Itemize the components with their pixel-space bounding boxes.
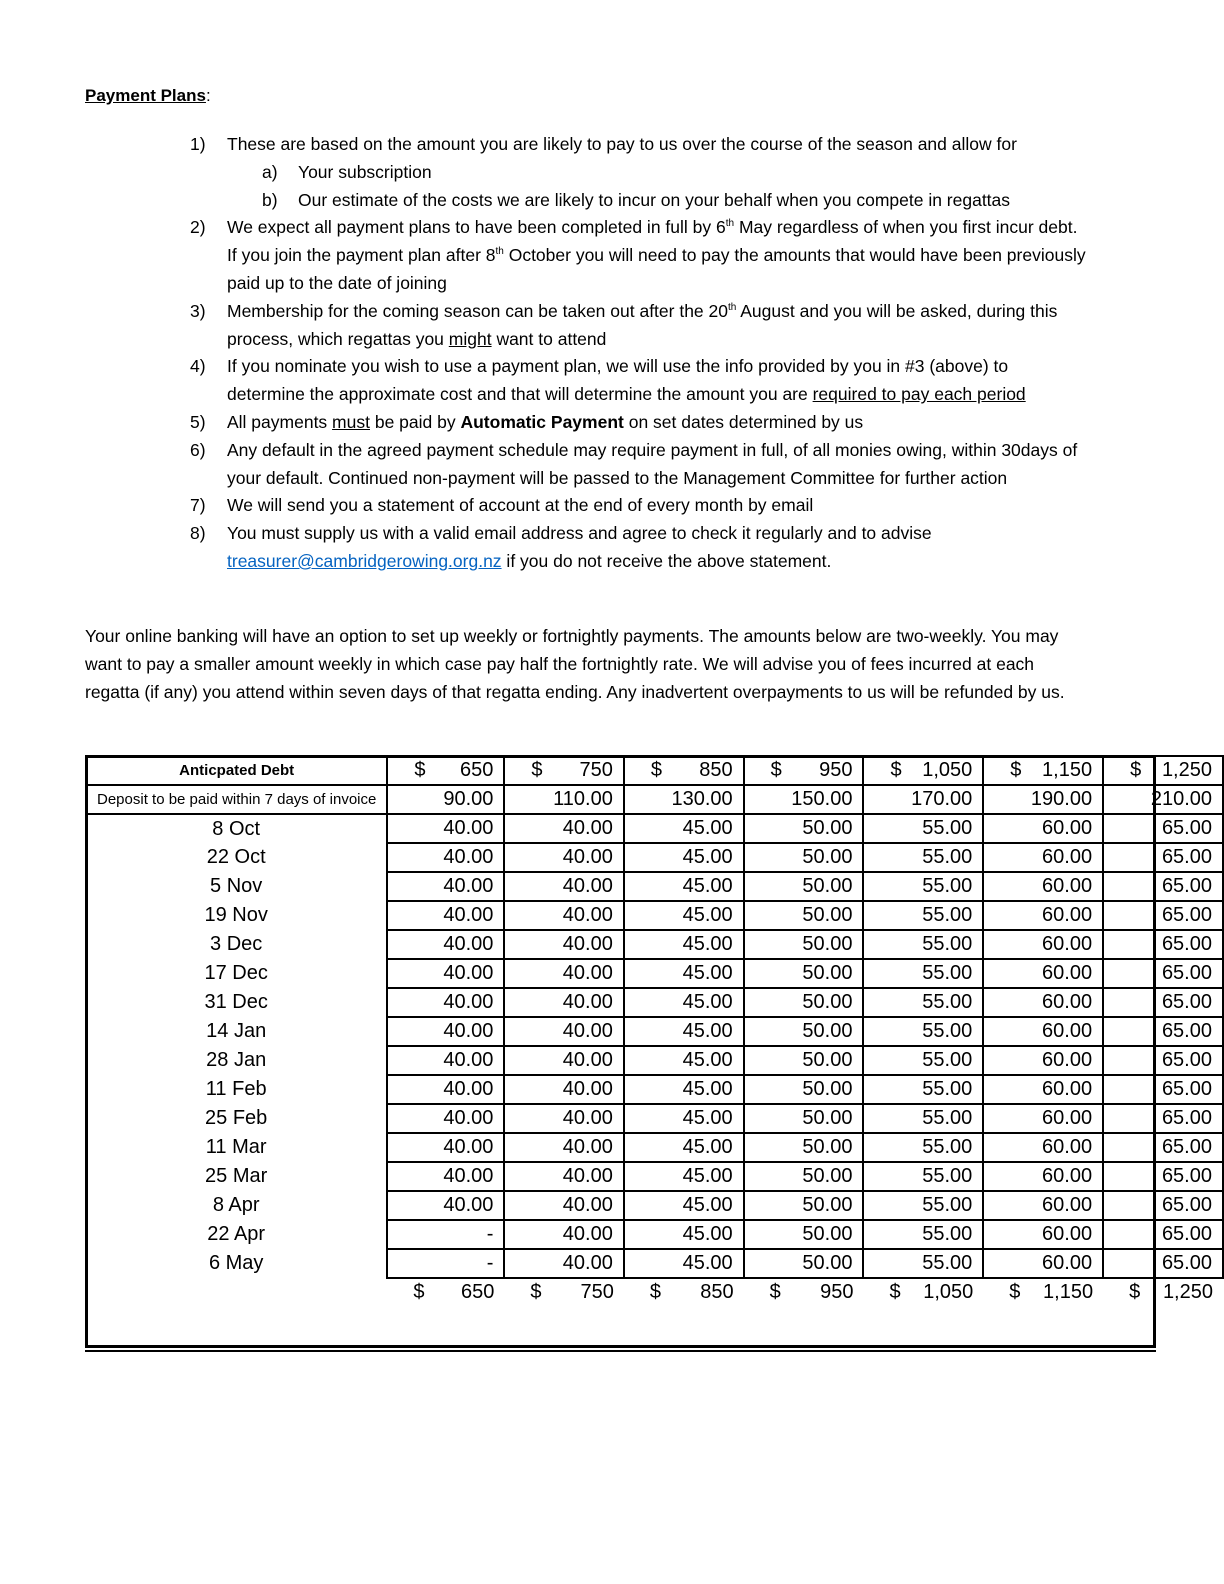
payment-amount-cell: 40.00 <box>504 988 623 1017</box>
payment-amount-cell: 65.00 <box>1103 930 1223 959</box>
payment-date: 28 Jan <box>86 1046 387 1075</box>
payment-amount-cell: 45.00 <box>624 814 744 843</box>
payment-amount-cell: 55.00 <box>863 901 983 930</box>
currency-symbol: $ <box>770 759 782 781</box>
list-item-1a: a) Your subscription <box>262 161 432 182</box>
currency-symbol: $ <box>1010 759 1022 781</box>
payment-amount-cell: 60.00 <box>983 1104 1103 1133</box>
payment-amount-cell: 50.00 <box>744 843 864 872</box>
amount-value: 950 <box>819 759 853 781</box>
payment-date: 8 Apr <box>86 1191 387 1220</box>
payment-amount-cell: 55.00 <box>863 872 983 901</box>
payment-amount-cell: 65.00 <box>1103 959 1223 988</box>
payment-amount-cell: 60.00 <box>983 1133 1103 1162</box>
payment-amount-cell: 50.00 <box>744 1075 864 1104</box>
payment-amount-cell: 50.00 <box>744 930 864 959</box>
deposit-label: Deposit to be paid within 7 days of invoice <box>86 785 387 814</box>
payment-amount-cell: 60.00 <box>983 930 1103 959</box>
deposit-amount-cell: 150.00 <box>744 785 864 814</box>
amount-value: 750 <box>579 759 613 781</box>
payment-amount-cell: 45.00 <box>624 1220 744 1249</box>
payment-amount-cell: 55.00 <box>863 959 983 988</box>
payment-amount-cell: - <box>387 1220 504 1249</box>
deposit-amount-cell: 90.00 <box>387 785 504 814</box>
currency-symbol: $ <box>650 759 662 781</box>
list-item-4: 4) If you nominate you wish to use a payment plan, we will use the info provided by you in #3 (above) to determine the approximate cost and that will determine the amount you are required to pay each period <box>190 356 1026 405</box>
payment-amount-cell: 40.00 <box>504 1104 623 1133</box>
debt-amount-cell <box>983 756 1103 785</box>
payment-amount-cell: 45.00 <box>624 1249 744 1278</box>
payment-amount-cell: 60.00 <box>983 959 1103 988</box>
list-item-1: 1) These are based on the amount you are likely to pay to us over the course of the season and allow for <box>190 134 1017 154</box>
payment-schedule-table <box>85 755 1224 1306</box>
payment-amount-cell: 60.00 <box>983 843 1103 872</box>
payment-amount-cell: 40.00 <box>387 1191 504 1220</box>
payment-amount-cell: 40.00 <box>387 1133 504 1162</box>
payment-date: 11 Mar <box>86 1133 387 1162</box>
table-row <box>86 930 1223 959</box>
debt-amount-cell <box>624 756 744 785</box>
list-item-7: 7) We will send you a statement of account at the end of every month by email <box>190 495 814 516</box>
payment-date: 25 Feb <box>86 1104 387 1133</box>
payment-amount-cell: 50.00 <box>744 988 864 1017</box>
debt-amount-cell <box>504 756 623 785</box>
payment-amount-cell: 40.00 <box>387 872 504 901</box>
payment-amount-cell: 55.00 <box>863 1249 983 1278</box>
currency-symbol: $ <box>889 1281 901 1303</box>
payment-amount-cell: 45.00 <box>624 901 744 930</box>
table-row <box>86 843 1223 872</box>
debt-amount-cell <box>863 756 983 785</box>
payment-amount-cell: 65.00 <box>1103 1133 1223 1162</box>
payment-amount-cell: 55.00 <box>863 1133 983 1162</box>
currency-symbol: $ <box>531 759 543 781</box>
payment-amount-cell: 60.00 <box>983 901 1103 930</box>
payment-amount-cell: 40.00 <box>504 1046 623 1075</box>
payment-amount-cell: 40.00 <box>387 959 504 988</box>
list-item-6: 6) Any default in the agreed payment schedule may require payment in full, of all monies owing, within 30days of your default. Continued non-payment will be passed to the Management Committee for further action <box>190 439 1078 488</box>
payment-amount-cell: 55.00 <box>863 814 983 843</box>
payment-amount-cell: 55.00 <box>863 1075 983 1104</box>
payment-amount-cell: 60.00 <box>983 814 1103 843</box>
payment-amount-cell: 40.00 <box>387 930 504 959</box>
payment-amount-cell: 50.00 <box>744 1162 864 1191</box>
total-amount-cell <box>983 1278 1103 1306</box>
payment-amount-cell: 45.00 <box>624 1017 744 1046</box>
debt-amount-cell <box>387 756 504 785</box>
payment-date: 22 Oct <box>86 843 387 872</box>
payment-amount-cell: 55.00 <box>863 988 983 1017</box>
table-row <box>86 1162 1223 1191</box>
totals-label-blank <box>86 1278 387 1306</box>
payment-amount-cell: 40.00 <box>504 814 623 843</box>
payment-amount-cell: 50.00 <box>744 1220 864 1249</box>
table-row <box>86 872 1223 901</box>
amount-value: 1,150 <box>1043 1281 1094 1303</box>
payment-date: 3 Dec <box>86 930 387 959</box>
payment-amount-cell: 40.00 <box>504 1133 623 1162</box>
payment-amount-cell: 45.00 <box>624 872 744 901</box>
payment-amount-cell: 65.00 <box>1103 1220 1223 1249</box>
deposit-amount-cell: 210.00 <box>1103 785 1223 814</box>
payment-date: 19 Nov <box>86 901 387 930</box>
payment-amount-cell: 45.00 <box>624 1046 744 1075</box>
amount-value: 1,050 <box>922 759 973 781</box>
payment-amount-cell: 45.00 <box>624 843 744 872</box>
page-title: Payment Plans: <box>85 86 211 105</box>
amount-value: 650 <box>460 759 494 781</box>
payment-amount-cell: 60.00 <box>983 1046 1103 1075</box>
currency-symbol: $ <box>530 1281 542 1303</box>
payment-amount-cell: 60.00 <box>983 1075 1103 1104</box>
currency-symbol: $ <box>1009 1281 1021 1303</box>
totals-row <box>86 1278 1223 1306</box>
online-banking-paragraph: Your online banking will have an option to set up weekly or fortnightly payments. The amounts below are two-weekly. You may want to pay a smaller amount weekly in which case pay half the fortnightly rate. We will advise you of fees incurred at each regatta (if any) you attend within seven days of that regatta ending. Any inadvertent overpayments to us will be refunded by us. <box>85 626 1065 702</box>
payment-amount-cell: 50.00 <box>744 814 864 843</box>
debt-amount-cell <box>1103 756 1223 785</box>
amount-value: 750 <box>580 1281 614 1303</box>
debt-header-row <box>86 756 1223 785</box>
table-row <box>86 901 1223 930</box>
table-row <box>86 959 1223 988</box>
payment-amount-cell: 65.00 <box>1103 1046 1223 1075</box>
payment-amount-cell: 50.00 <box>744 959 864 988</box>
payment-amount-cell: 65.00 <box>1103 1191 1223 1220</box>
payment-amount-cell: 40.00 <box>387 901 504 930</box>
currency-symbol: $ <box>1129 1281 1141 1303</box>
payment-date: 14 Jan <box>86 1017 387 1046</box>
payment-amount-cell: 55.00 <box>863 1162 983 1191</box>
payment-amount-cell: 50.00 <box>744 1133 864 1162</box>
payment-amount-cell: 40.00 <box>387 1017 504 1046</box>
payment-amount-cell: 55.00 <box>863 1220 983 1249</box>
table-row <box>86 988 1223 1017</box>
payment-amount-cell: 40.00 <box>387 1075 504 1104</box>
currency-symbol: $ <box>769 1281 781 1303</box>
payment-amount-cell: 40.00 <box>504 1220 623 1249</box>
payment-date: 5 Nov <box>86 872 387 901</box>
payment-amount-cell: 40.00 <box>387 988 504 1017</box>
list-item-1b: b) Our estimate of the costs we are likely to incur on your behalf when you compete in regattas <box>262 189 1011 210</box>
payment-amount-cell: 60.00 <box>983 1017 1103 1046</box>
payment-date: 31 Dec <box>86 988 387 1017</box>
payment-amount-cell: 50.00 <box>744 1046 864 1075</box>
payment-amount-cell: 40.00 <box>504 1017 623 1046</box>
currency-symbol: $ <box>413 1281 425 1303</box>
payment-amount-cell: 45.00 <box>624 1075 744 1104</box>
payment-amount-cell: 45.00 <box>624 1162 744 1191</box>
payment-amount-cell: 55.00 <box>863 1017 983 1046</box>
list-item-2: 2) We expect all payment plans to have been completed in full by 6th May regardless of when you first incur debt. If you join the payment plan after 8th October you will need to pay the amounts that would have been previously paid up to the date of joining <box>190 217 1086 293</box>
payment-amount-cell: 50.00 <box>744 1017 864 1046</box>
payment-amount-cell: 65.00 <box>1103 901 1223 930</box>
payment-amount-cell: 40.00 <box>387 814 504 843</box>
table-row <box>86 1191 1223 1220</box>
table-row <box>86 1249 1223 1278</box>
amount-value: 1,050 <box>923 1281 974 1303</box>
amount-value: 950 <box>820 1281 854 1303</box>
table-row <box>86 1017 1223 1046</box>
payment-amount-cell: 60.00 <box>983 1249 1103 1278</box>
payment-amount-cell: 45.00 <box>624 930 744 959</box>
deposit-amount-cell: 170.00 <box>863 785 983 814</box>
payment-amount-cell: 65.00 <box>1103 872 1223 901</box>
payment-amount-cell: 50.00 <box>744 1249 864 1278</box>
amount-value: 850 <box>699 759 733 781</box>
payment-amount-cell: 65.00 <box>1103 1249 1223 1278</box>
payment-amount-cell: 55.00 <box>863 930 983 959</box>
currency-symbol: $ <box>414 759 426 781</box>
payment-amount-cell: 40.00 <box>504 1162 623 1191</box>
payment-amount-cell: 45.00 <box>624 1191 744 1220</box>
list-item-5: 5) All payments must be paid by Automatic Payment on set dates determined by us <box>190 411 864 432</box>
currency-symbol: $ <box>649 1281 661 1303</box>
table-row <box>86 1075 1223 1104</box>
payment-date: 22 Apr <box>86 1220 387 1249</box>
amount-value: 1,250 <box>1162 1281 1213 1303</box>
table-row <box>86 1220 1223 1249</box>
payment-amount-cell: 55.00 <box>863 1046 983 1075</box>
anticipated-debt-label: Anticpated Debt <box>86 756 387 785</box>
amount-value: 650 <box>461 1281 495 1303</box>
payment-plan-rules-list <box>190 131 1090 576</box>
total-amount-cell <box>744 1278 864 1306</box>
payment-amount-cell: 40.00 <box>504 930 623 959</box>
treasurer-email-link[interactable]: treasurer@cambridgerowing.org.nz <box>227 550 502 571</box>
currency-symbol: $ <box>890 759 902 781</box>
payment-amount-cell: 40.00 <box>504 959 623 988</box>
debt-amount-cell <box>744 756 864 785</box>
payment-date: 25 Mar <box>86 1162 387 1191</box>
payment-amount-cell: 60.00 <box>983 1220 1103 1249</box>
payment-amount-cell: 45.00 <box>624 988 744 1017</box>
payment-amount-cell: 45.00 <box>624 959 744 988</box>
total-amount-cell <box>504 1278 623 1306</box>
payment-amount-cell: 55.00 <box>863 1104 983 1133</box>
currency-symbol: $ <box>1130 759 1142 781</box>
amount-value: 1,250 <box>1161 759 1212 781</box>
payment-date: 8 Oct <box>86 814 387 843</box>
payment-amount-cell: - <box>387 1249 504 1278</box>
payment-amount-cell: 55.00 <box>863 1191 983 1220</box>
deposit-amount-cell: 130.00 <box>624 785 744 814</box>
deposit-amount-cell: 190.00 <box>983 785 1103 814</box>
list-item-8: 8) You must supply us with a valid email address and agree to check it regularly and to advise treasurer@cambridgerowing.org.nz if you do not receive the above statement. <box>190 523 932 571</box>
table-double-underline <box>85 1350 1156 1352</box>
payment-amount-cell: 60.00 <box>983 872 1103 901</box>
payment-amount-cell: 50.00 <box>744 901 864 930</box>
total-amount-cell <box>387 1278 504 1306</box>
total-amount-cell <box>624 1278 744 1306</box>
payment-amount-cell: 50.00 <box>744 1104 864 1133</box>
payment-amount-cell: 40.00 <box>387 1162 504 1191</box>
payment-amount-cell: 40.00 <box>504 1249 623 1278</box>
payment-amount-cell: 40.00 <box>387 1046 504 1075</box>
payment-amount-cell: 60.00 <box>983 1191 1103 1220</box>
table-row <box>86 814 1223 843</box>
payment-amount-cell: 40.00 <box>504 843 623 872</box>
amount-value: 1,150 <box>1042 759 1093 781</box>
payment-amount-cell: 65.00 <box>1103 1075 1223 1104</box>
payment-date: 6 May <box>86 1249 387 1278</box>
payment-amount-cell: 40.00 <box>504 1075 623 1104</box>
payment-amount-cell: 65.00 <box>1103 814 1223 843</box>
payment-amount-cell: 55.00 <box>863 843 983 872</box>
payment-amount-cell: 40.00 <box>504 1191 623 1220</box>
payment-date: 11 Feb <box>86 1075 387 1104</box>
total-amount-cell <box>1103 1278 1223 1306</box>
payment-amount-cell: 45.00 <box>624 1133 744 1162</box>
payment-amount-cell: 40.00 <box>387 1104 504 1133</box>
payment-amount-cell: 65.00 <box>1103 1162 1223 1191</box>
deposit-row <box>86 785 1223 814</box>
payment-amount-cell: 65.00 <box>1103 843 1223 872</box>
table-row <box>86 1133 1223 1162</box>
payment-amount-cell: 45.00 <box>624 1104 744 1133</box>
payment-amount-cell: 40.00 <box>387 843 504 872</box>
payment-amount-cell: 50.00 <box>744 872 864 901</box>
payment-amount-cell: 60.00 <box>983 988 1103 1017</box>
table-row <box>86 1104 1223 1133</box>
payment-amount-cell: 65.00 <box>1103 1017 1223 1046</box>
list-item-3: 3) Membership for the coming season can be taken out after the 20th August and you will be asked, during this process, which regattas you might want to attend <box>190 300 1058 349</box>
payment-amount-cell: 65.00 <box>1103 1104 1223 1133</box>
amount-value: 850 <box>700 1281 734 1303</box>
deposit-amount-cell: 110.00 <box>504 785 623 814</box>
total-amount-cell <box>863 1278 983 1306</box>
payment-date: 17 Dec <box>86 959 387 988</box>
payment-amount-cell: 50.00 <box>744 1191 864 1220</box>
payment-amount-cell: 65.00 <box>1103 988 1223 1017</box>
payment-amount-cell: 40.00 <box>504 872 623 901</box>
payment-amount-cell: 60.00 <box>983 1162 1103 1191</box>
table-row <box>86 1046 1223 1075</box>
payment-amount-cell: 40.00 <box>504 901 623 930</box>
